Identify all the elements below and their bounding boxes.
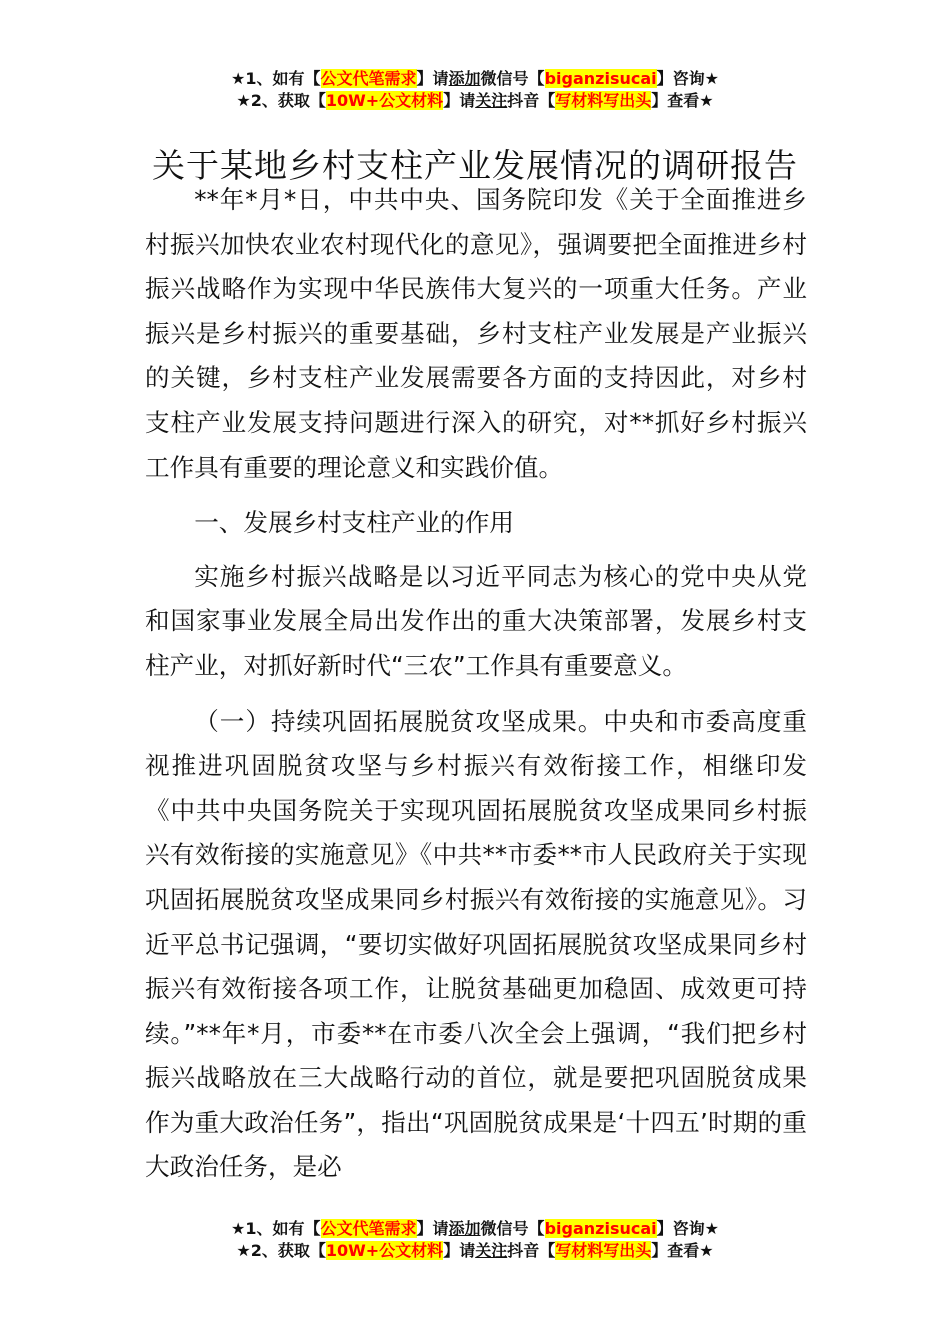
promo-text: 】查看 — [651, 91, 700, 110]
promo-underlined: 添加 — [448, 69, 481, 88]
promo-underlined: 关注 — [475, 91, 508, 110]
star-icon: ★ — [704, 69, 719, 88]
promo-text: 2、获取【 — [250, 1241, 326, 1260]
promo-text: 1、如有【 — [245, 1219, 321, 1238]
promo-banner-bottom — [0, 1218, 950, 1262]
promo-underlined: 关注 — [475, 1241, 508, 1260]
promo-text: 抖音【 — [507, 1241, 556, 1260]
paragraph-intro: **年*月*日，中共中央、国务院印发《关于全面推进乡村振兴加快农业农村现代化的意见》，强调要把全面推进乡村振兴战略作为实现中华民族伟大复兴的一项重大任务。产业振兴是乡村振兴的重要基础，乡村支柱产业发展是产业振兴的关键，乡村支柱产业发展需要各方面的支持因此，对乡村支柱产业发展支持问题进行深入的研究，对**抓好乡村振兴工作具有重要的理论意义和实践价值。 — [145, 185, 807, 482]
promo-text: 】查看 — [651, 1241, 700, 1260]
promo-line-1 — [0, 1218, 950, 1240]
promo-line-2 — [0, 1240, 950, 1262]
promo-highlight: 公文代笔需求 — [320, 69, 417, 88]
promo-text: 】请 — [416, 1219, 449, 1238]
promo-text: 抖音【 — [507, 91, 556, 110]
star-icon: ★ — [699, 1241, 714, 1260]
promo-text: 】请 — [443, 91, 476, 110]
promo-underlined: 添加 — [448, 1219, 481, 1238]
promo-text: 】咨询 — [656, 1219, 705, 1238]
promo-highlight: 写材料写出头 — [555, 1241, 652, 1260]
paragraph-section-1-intro: 实施乡村振兴战略是以习近平同志为核心的党中央从党和国家事业发展全局出发作出的重大决策部署，发展乡村支柱产业，对抓好新时代“三农”工作具有重要意义。 — [145, 561, 807, 680]
promo-highlight: 10W+公文材料 — [325, 1241, 444, 1260]
star-icon: ★ — [704, 1219, 719, 1238]
promo-highlight: 公文代笔需求 — [320, 1219, 417, 1238]
promo-line-1 — [0, 68, 950, 90]
promo-highlight: 10W+公文材料 — [325, 91, 444, 110]
promo-banner-top — [0, 68, 950, 112]
promo-text: 微信号【 — [480, 1219, 545, 1238]
promo-highlight: biganzisucai — [544, 1219, 657, 1238]
document-body — [145, 178, 807, 1201]
promo-line-2 — [0, 90, 950, 112]
paragraph-subsection-1: （一）持续巩固拓展脱贫攻坚成果。中央和市委高度重视推进巩固脱贫攻坚与乡村振兴有效衔接工作，相继印发《中共中央国务院关于实现巩固拓展脱贫攻坚成果同乡村振兴有效衔接的实施意见》《中共**市委**市人民政府关于实现巩固拓展脱贫攻坚成果同乡村振兴有效衔接的实施意见》。习近平总书记强调，“要切实做好巩固拓展脱贫攻坚成果同乡村振兴有效衔接各项工作，让脱贫基础更加稳固、成效更可持续。”**年*月，市委**在市委八次全会上强调，“我们把乡村振兴战略放在三大战略行动的首位，就是要把巩固脱贫成果作为重大政治任务”，指出“巩固脱贫成果是‘十四五’时期的重大政治任务，是必 — [145, 706, 807, 1182]
star-icon: ★ — [236, 91, 251, 110]
promo-highlight: biganzisucai — [544, 69, 657, 88]
star-icon: ★ — [231, 1219, 246, 1238]
document-title: 关于某地乡村支柱产业发展情况的调研报告 — [152, 146, 798, 186]
promo-text: 1、如有【 — [245, 69, 321, 88]
promo-text: 】请 — [416, 69, 449, 88]
star-icon: ★ — [236, 1241, 251, 1260]
promo-text: 】请 — [443, 1241, 476, 1260]
promo-text: 微信号【 — [480, 69, 545, 88]
section-heading-1: 一、发展乡村支柱产业的作用 — [194, 508, 514, 538]
promo-highlight: 写材料写出头 — [555, 91, 652, 110]
promo-text: 2、获取【 — [250, 91, 326, 110]
star-icon: ★ — [231, 69, 246, 88]
star-icon: ★ — [699, 91, 714, 110]
promo-text: 】咨询 — [656, 69, 705, 88]
